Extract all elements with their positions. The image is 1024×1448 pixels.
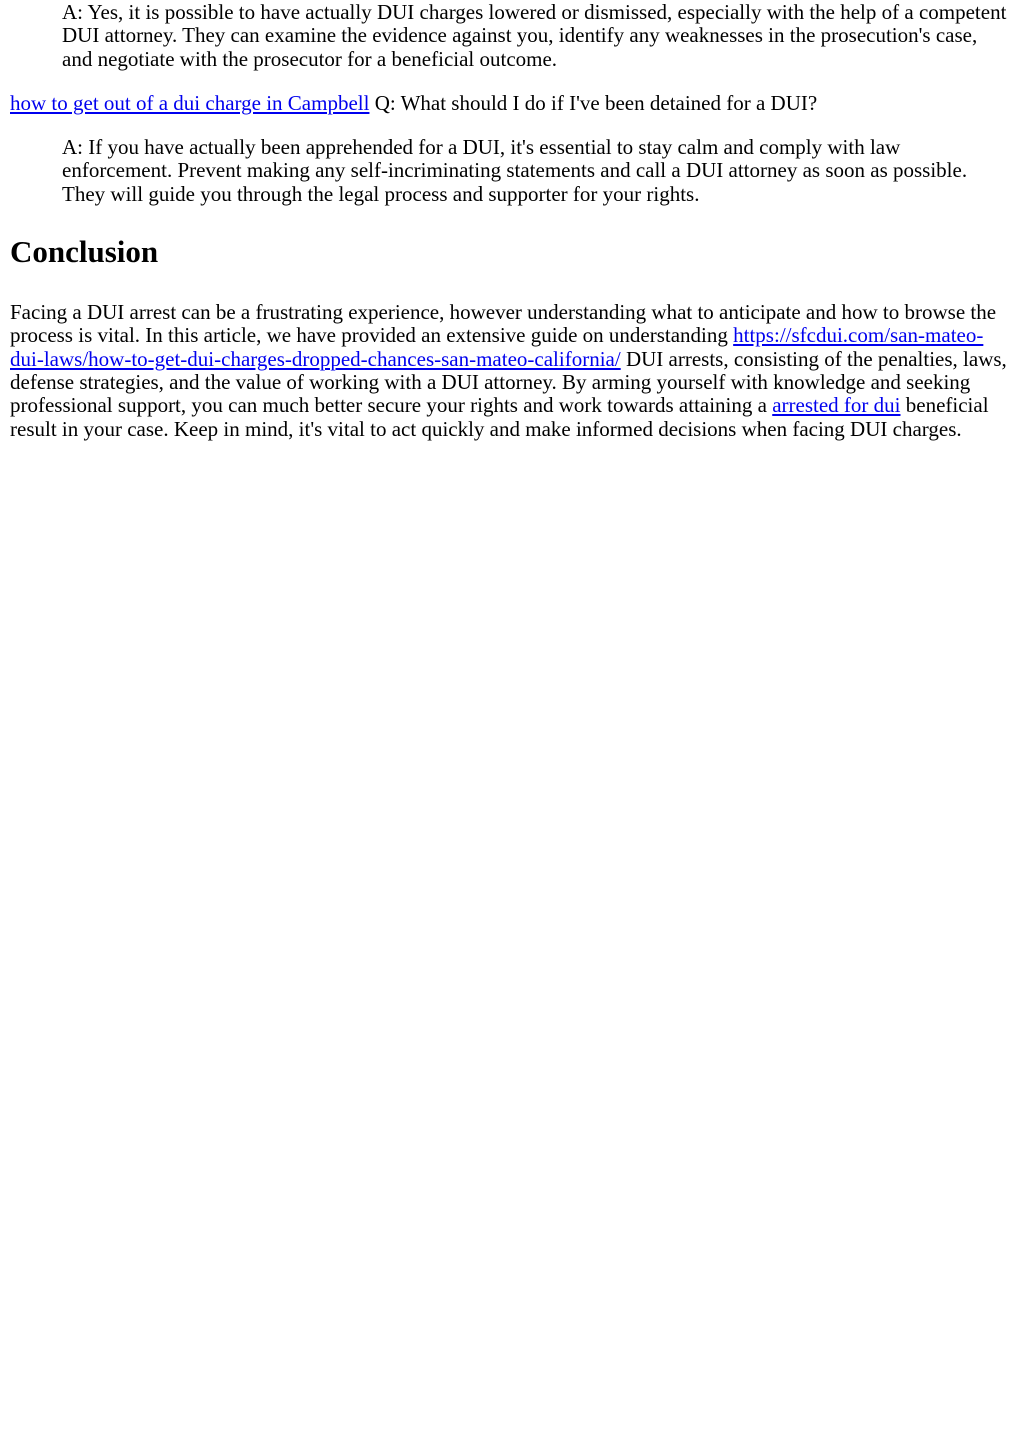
article-body — [0, 0, 1024, 441]
arrested-for-dui-link[interactable]: arrested for dui — [772, 393, 901, 418]
conclusion-text-3: beneficial result in your case. Keep in mind, it's vital to act quickly and make informed decisions when facing DUI charges. — [10, 393, 989, 441]
sfcdui-link[interactable]: https://sfcdui.com/san-mateo-dui-laws/how-to-get-dui-charges-dropped-chances-san-mateo-california/ — [10, 323, 984, 371]
conclusion-text-1: Facing a DUI arrest can be a frustrating experience, however understanding what to anticipate and how to browse the process is vital. In this article, we have provided an extensive guide on understanding — [10, 300, 997, 348]
faq-question-line — [10, 92, 1012, 115]
conclusion-text-2: DUI arrests, consisting of the penalties, laws, defense strategies, and the value of working with a DUI attorney. By arming yourself with knowledge and seeking professional support, you can much better secure your rights and work towards attaining a — [10, 346, 1007, 418]
campbell-dui-link[interactable]: how to get out of a dui charge in Campbell — [10, 90, 370, 115]
faq-question: Q: What should I do if I've been detained for a DUI? — [369, 90, 818, 115]
conclusion-heading: Conclusion — [10, 234, 159, 270]
faq-answer-2: A: If you have actually been apprehended for a DUI, it's essential to stay calm and comply with law enforcement. Prevent making any self-incriminating statements and call a DUI attorney as soon as possible. They will guide you through the legal process and supporter for your rights. — [62, 135, 968, 206]
faq-answer-1: A: Yes, it is possible to have actually DUI charges lowered or dismissed, especially with the help of a competent DUI attorney. They can examine the evidence against you, identify any weaknesses in the prosecution's case, and negotiate with the prosecutor for a beneficial outcome. — [62, 0, 1007, 71]
conclusion-paragraph — [10, 301, 1012, 441]
